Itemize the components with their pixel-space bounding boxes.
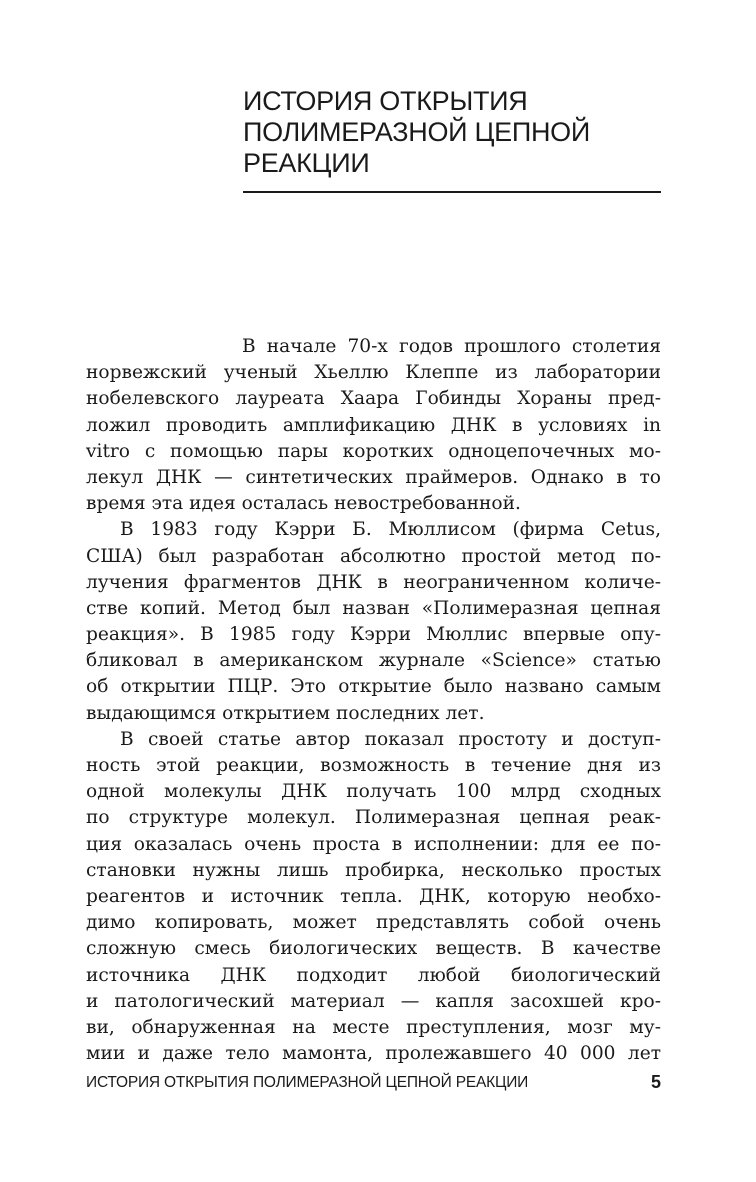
text-line: мии и даже тело мамонта, пролежавшего 40 000 лет bbox=[86, 1043, 661, 1065]
text-line: лучения фрагментов ДНК в неограниченном количе- bbox=[86, 571, 661, 593]
text-line: ви, обнаруженная на месте преступления, мозг му- bbox=[86, 1016, 661, 1038]
paragraph-2 bbox=[86, 517, 661, 727]
chapter-title-line: ПОЛИМЕРАЗНОЙ ЦЕПНОЙ bbox=[243, 117, 590, 147]
text-line: США) был разработан абсолютно простой метод по- bbox=[86, 545, 661, 567]
text-line: источника ДНК подходит любой биологический bbox=[86, 964, 661, 986]
text-line: ность этой реакции, возможность в течение дня из bbox=[86, 755, 661, 776]
text-line: по структуре молекул. Полимеразная цепная реак- bbox=[86, 807, 661, 829]
paragraph-3 bbox=[86, 727, 661, 1067]
text-line: и патологический материал — капля засохшей кро- bbox=[86, 990, 661, 1012]
text-line: нобелевского лауреата Хаара Гобинды Хораны пред- bbox=[86, 388, 661, 410]
text-line: В 1983 году Кэрри Б. Мюллисом (фирма Cetus, bbox=[120, 519, 661, 541]
text-line: об открытии ПЦР. Это открытие было названо самым bbox=[86, 676, 661, 698]
text-line: бликовал в американском журнале «Science» статью bbox=[86, 650, 661, 672]
text-line: время эта идея осталась невостребованной. bbox=[86, 493, 521, 515]
text-line: становки нужны лишь пробирка, несколько простых bbox=[86, 859, 661, 881]
text-line: vitro с помощью пары коротких одноцепочечных мо- bbox=[86, 440, 661, 462]
text-line: реагентов и источник тепла. ДНК, которую необхо- bbox=[86, 885, 661, 907]
text-line: норвежский ученый Хьеллю Клеппе из лаборатории bbox=[86, 362, 661, 384]
text-line: ложил проводить амплификацию ДНК в условиях in bbox=[86, 414, 661, 436]
text-line: В начале 70-х годов прошлого столетия bbox=[242, 336, 661, 357]
running-title: ИСТОРИЯ ОТКРЫТИЯ ПОЛИМЕРАЗНОЙ ЦЕПНОЙ РЕАКЦИИ bbox=[86, 1074, 529, 1091]
text-line: реакция». В 1985 году Кэрри Мюллис впервые опу- bbox=[86, 624, 661, 646]
text-line: лекул ДНК — синтетических праймеров. Однако в то bbox=[86, 466, 661, 488]
text-line: одной молекулы ДНК получать 100 млрд сходных bbox=[86, 781, 661, 803]
text-line: сложную смесь биологических веществ. В качестве bbox=[86, 938, 661, 960]
chapter-header bbox=[243, 86, 661, 193]
text-line: димо копировать, может представлять собой очень bbox=[86, 912, 661, 934]
chapter-title-line: ИСТОРИЯ ОТКРЫТИЯ bbox=[243, 86, 528, 116]
text-line: ция оказалась очень проста в исполнении: для ее по- bbox=[86, 833, 661, 855]
chapter-title-line: РЕАКЦИИ bbox=[243, 148, 370, 178]
title-rule bbox=[243, 191, 661, 193]
text-line: В своей статье автор показал простоту и доступ- bbox=[120, 728, 661, 750]
text-line: выдающимся открытием последних лет. bbox=[86, 702, 485, 724]
chapter-title bbox=[243, 86, 661, 179]
text-line: стве копий. Метод был назван «Полимеразная цепная bbox=[86, 597, 661, 619]
paragraph-1 bbox=[86, 334, 661, 517]
running-footer bbox=[86, 1072, 661, 1096]
body-text bbox=[86, 334, 661, 1067]
page-number: 5 bbox=[650, 1072, 661, 1092]
